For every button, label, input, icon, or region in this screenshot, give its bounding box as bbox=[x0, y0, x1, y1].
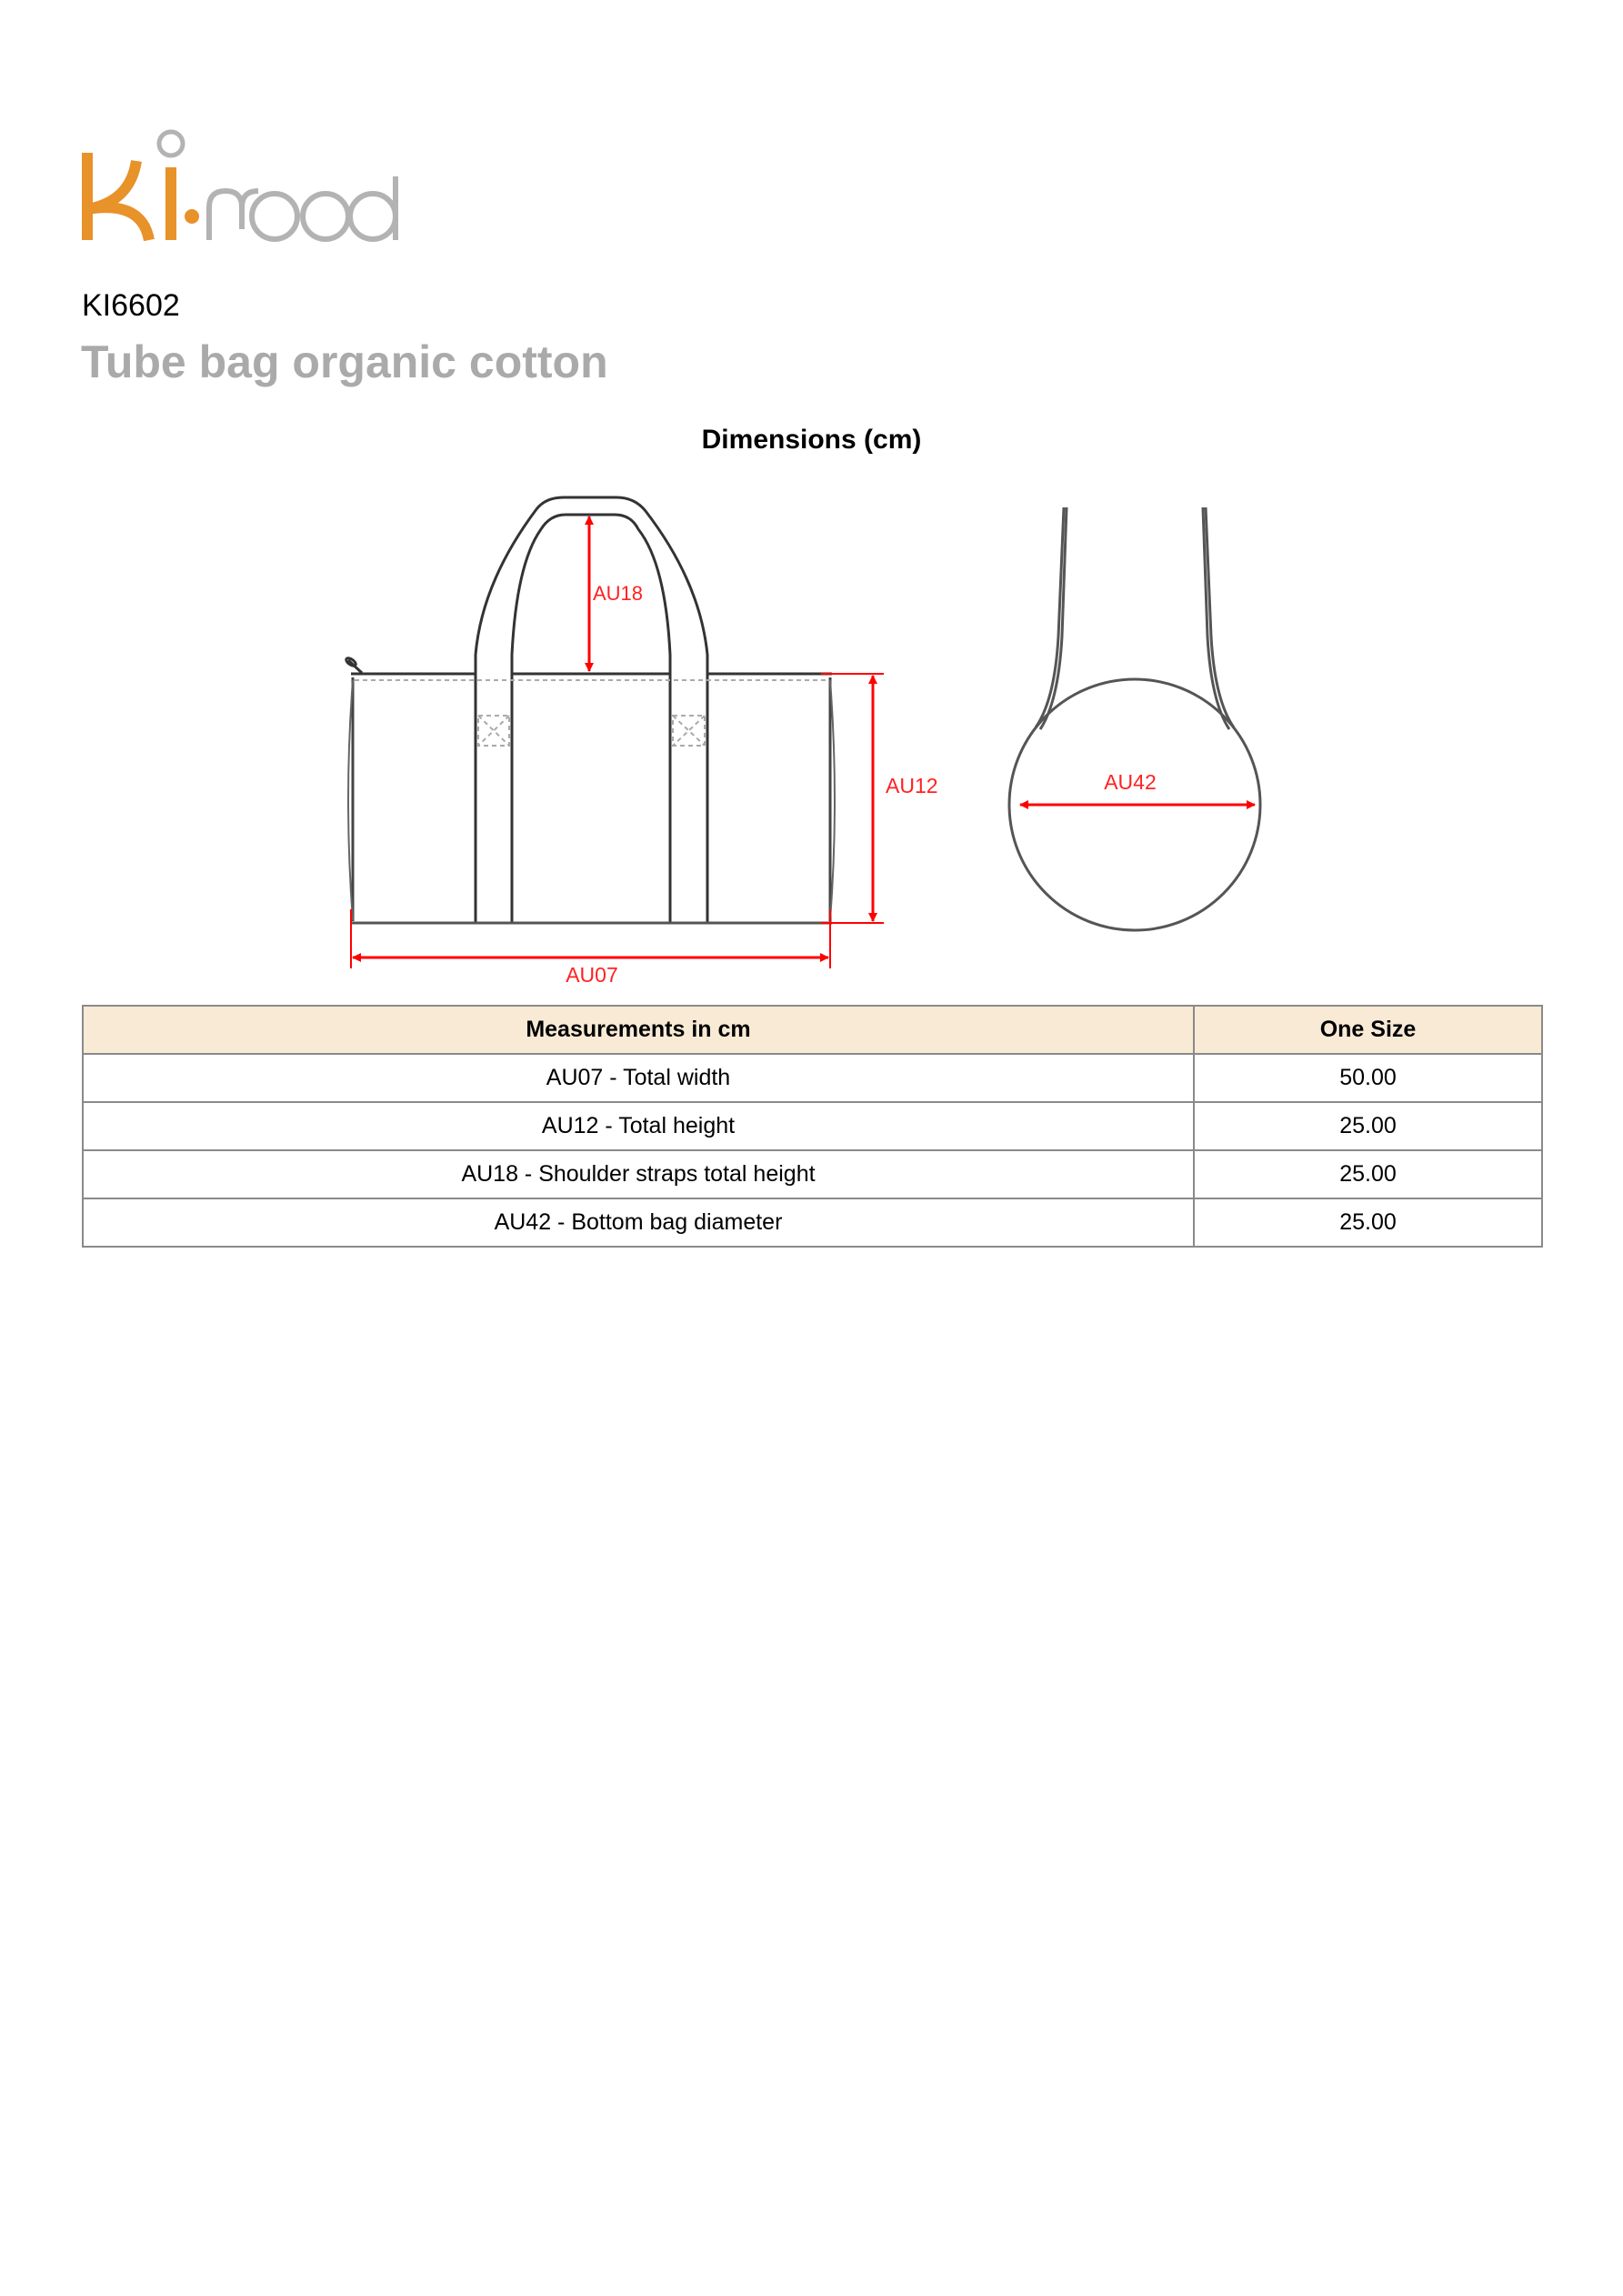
bag-technical-drawing bbox=[0, 0, 1623, 1009]
row-value: 25.00 bbox=[1194, 1150, 1542, 1198]
row-label: AU12 - Total height bbox=[83, 1102, 1194, 1150]
bag-side-view bbox=[348, 497, 835, 923]
row-label: AU42 - Bottom bag diameter bbox=[83, 1198, 1194, 1247]
header-size: One Size bbox=[1194, 1006, 1542, 1054]
product-code: KI6602 bbox=[82, 288, 180, 323]
row-value: 25.00 bbox=[1194, 1198, 1542, 1247]
table-row bbox=[83, 1054, 1542, 1102]
au42-label: AU42 bbox=[1104, 770, 1157, 794]
header-measurement: Measurements in cm bbox=[83, 1006, 1194, 1054]
product-name: Tube bag organic cotton bbox=[81, 336, 608, 387]
au12-label: AU12 bbox=[886, 774, 938, 797]
dimensions-title: Dimensions (cm) bbox=[701, 425, 922, 455]
row-label: AU07 - Total width bbox=[83, 1054, 1194, 1102]
measurements-table bbox=[82, 1005, 1543, 1248]
table-row bbox=[83, 1198, 1542, 1247]
au18-label: AU18 bbox=[593, 582, 644, 605]
row-value: 25.00 bbox=[1194, 1102, 1542, 1150]
table-row bbox=[83, 1150, 1542, 1198]
au07-label: AU07 bbox=[566, 963, 618, 987]
table-header-row bbox=[83, 1006, 1542, 1054]
stitching bbox=[355, 680, 827, 746]
table-row bbox=[83, 1102, 1542, 1150]
zipper-pull bbox=[345, 657, 362, 673]
row-label: AU18 - Shoulder straps total height bbox=[83, 1150, 1194, 1198]
row-value: 50.00 bbox=[1194, 1054, 1542, 1102]
bag-end-view bbox=[1009, 507, 1260, 930]
